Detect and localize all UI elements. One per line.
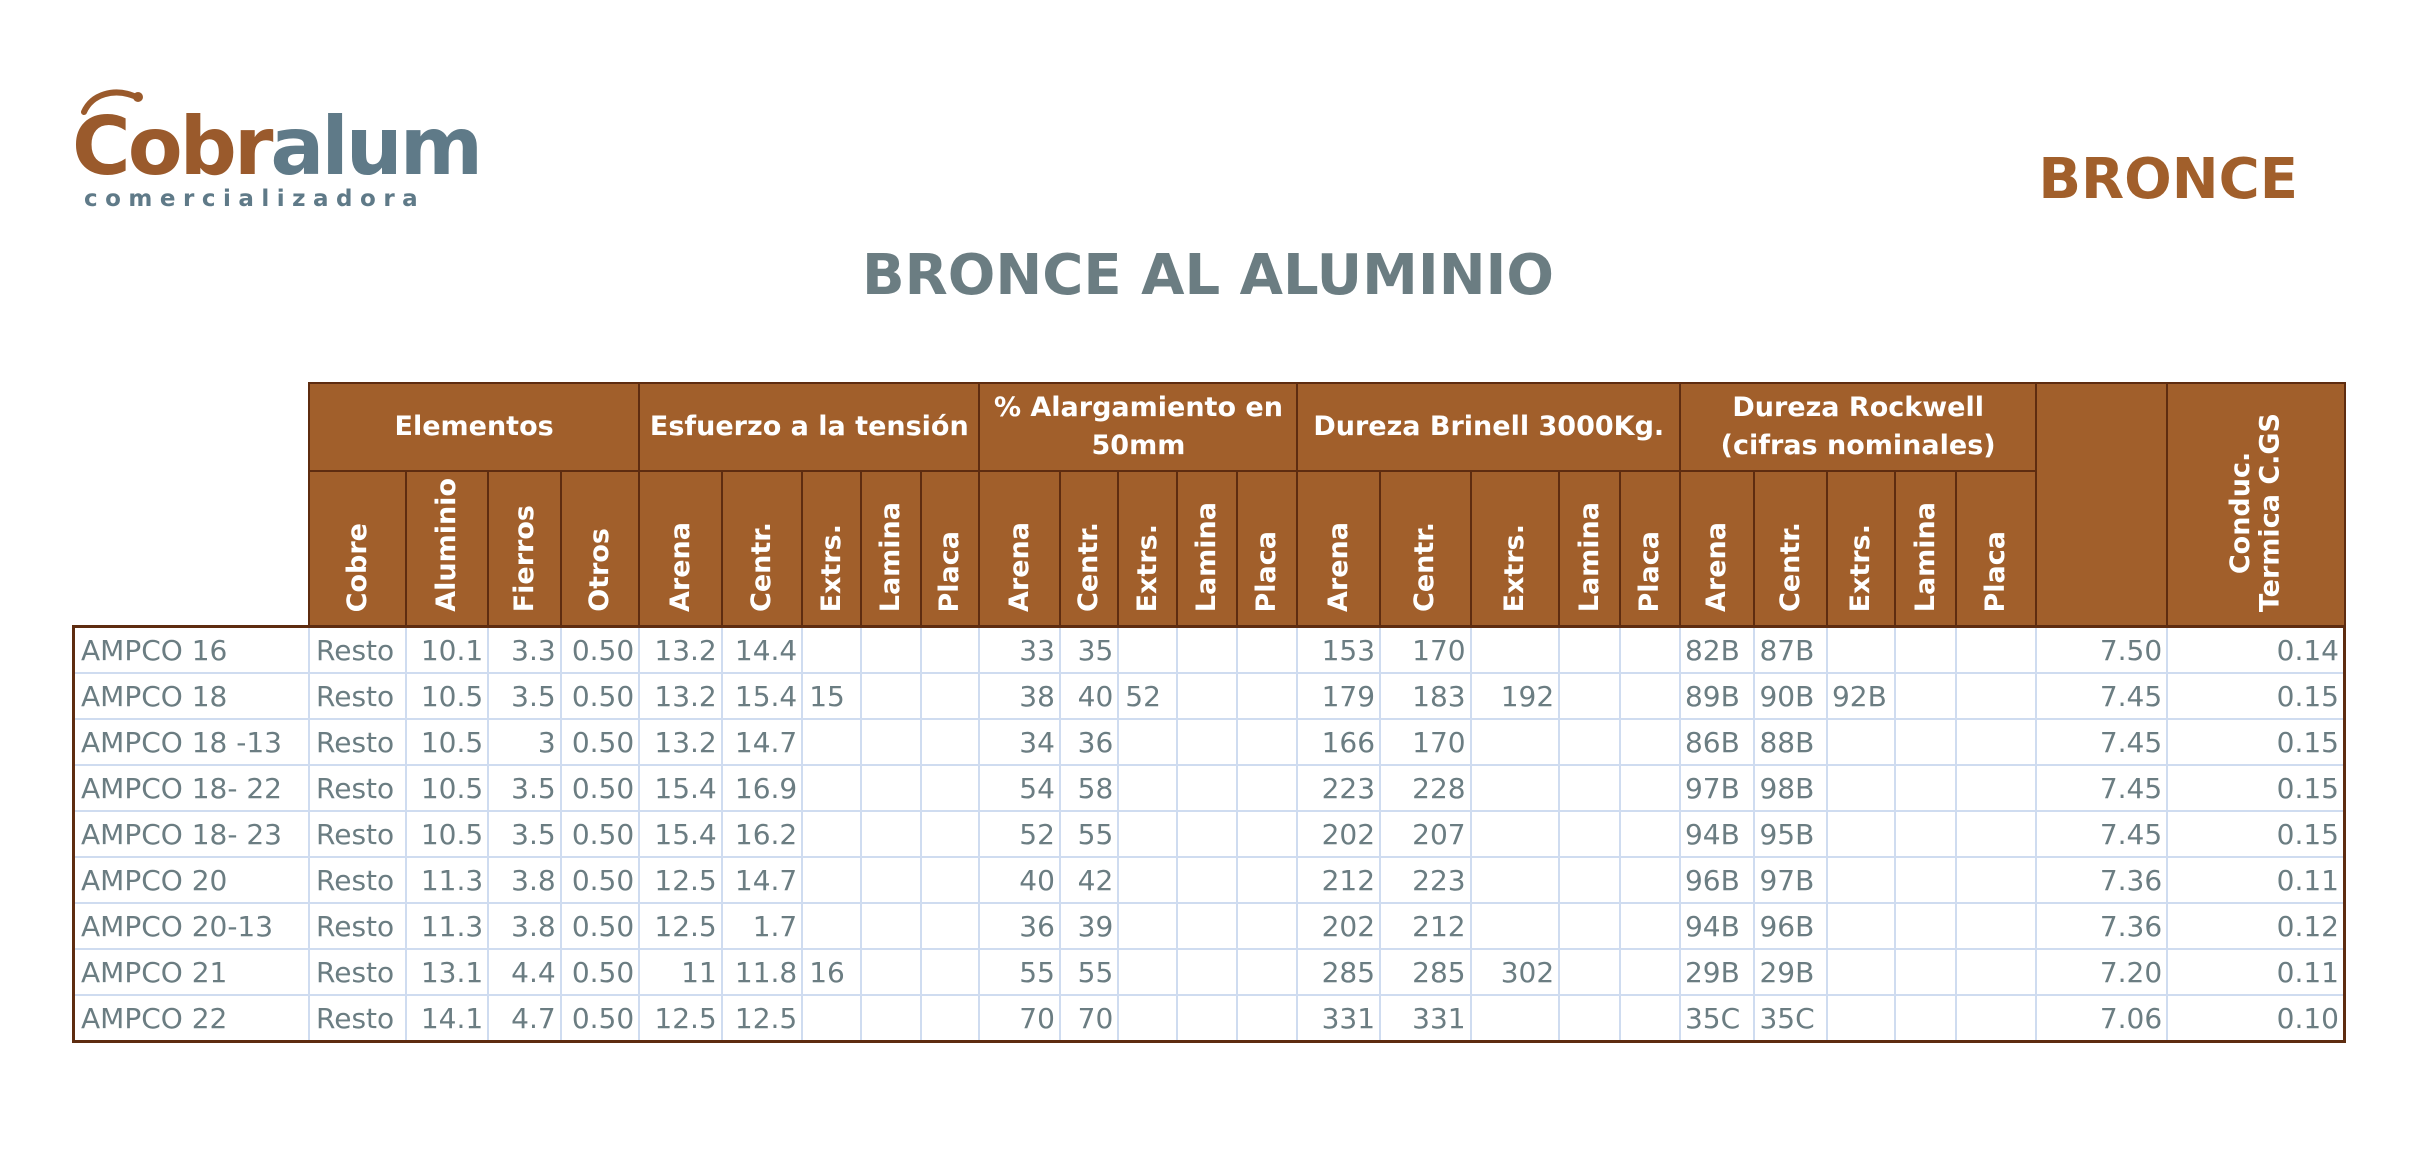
fierros-cell: 3.5: [488, 811, 560, 857]
brinell-centr-cell: 183: [1380, 673, 1471, 719]
table-body: [74, 627, 2345, 1042]
alloy-properties-table: [72, 382, 2346, 1043]
tension-centr-cell: 14.4: [722, 627, 803, 674]
rockwell-arena-cell: 29B: [1680, 949, 1754, 995]
tension-placa-cell: [921, 811, 979, 857]
rockwell-centr-cell: 98B: [1754, 765, 1826, 811]
alargamiento-centr-cell: 40: [1060, 673, 1118, 719]
alargamiento-extrs-cell: 52: [1118, 673, 1176, 719]
rockwell-arena-cell: 97B: [1680, 765, 1754, 811]
fierros-cell: 4.4: [488, 949, 560, 995]
brinell-lamina-cell: [1559, 719, 1619, 765]
brinell-lamina-cell: [1559, 995, 1619, 1042]
brinell-extrs-cell: [1471, 995, 1560, 1042]
alloy-name-cell: AMPCO 20-13: [74, 903, 310, 949]
alargamiento-arena-cell: 33: [979, 627, 1060, 674]
brinell-arena-cell: 179: [1297, 673, 1380, 719]
conduc-termica-cell: 0.15: [2167, 765, 2344, 811]
tension-centr-cell: 16.9: [722, 765, 803, 811]
alloy-name-cell: AMPCO 16: [74, 627, 310, 674]
densidad-cell: 7.06: [2036, 995, 2167, 1042]
tension-arena-cell: 13.2: [639, 627, 722, 674]
alargamiento-placa-cell: [1237, 765, 1297, 811]
brinell-centr-cell: 223: [1380, 857, 1471, 903]
header-group-row: [74, 383, 2345, 471]
tension-arena-cell: 15.4: [639, 811, 722, 857]
conduc-termica-cell: 0.11: [2167, 949, 2344, 995]
brinell-extrs-cell: 192: [1471, 673, 1560, 719]
rockwell-arena-cell: 89B: [1680, 673, 1754, 719]
rockwell-extrs-cell: [1827, 811, 1895, 857]
alloy-name-cell: AMPCO 18 -13: [74, 719, 310, 765]
alargamiento-centr-cell: 70: [1060, 995, 1118, 1042]
brinell-lamina-cell: [1559, 857, 1619, 903]
otros-cell: 0.50: [561, 765, 640, 811]
table-row: [74, 903, 2345, 949]
densidad-cell: 7.50: [2036, 627, 2167, 674]
brinell-placa-cell: [1620, 903, 1680, 949]
alargamiento-extrs-cell: [1118, 995, 1176, 1042]
rockwell-lamina-cell: [1895, 765, 1955, 811]
col-header-otros: Otros: [561, 471, 640, 627]
rockwell-centr-cell: 97B: [1754, 857, 1826, 903]
brinell-arena-cell: 153: [1297, 627, 1380, 674]
tension-extrs-cell: [802, 811, 860, 857]
col-header-tension-arena: Arena: [639, 471, 722, 627]
table-row: [74, 765, 2345, 811]
alargamiento-lamina-cell: [1177, 627, 1237, 674]
brinell-placa-cell: [1620, 857, 1680, 903]
col-header-brinell-placa: Placa: [1620, 471, 1680, 627]
table-row: [74, 995, 2345, 1042]
alargamiento-lamina-cell: [1177, 765, 1237, 811]
tension-arena-cell: 13.2: [639, 719, 722, 765]
col-header-rockwell-arena: Arena: [1680, 471, 1754, 627]
aluminio-cell: 10.5: [406, 765, 489, 811]
group-header-brinell: Dureza Brinell 3000Kg.: [1297, 383, 1680, 471]
otros-cell: 0.50: [561, 949, 640, 995]
alargamiento-centr-cell: 36: [1060, 719, 1118, 765]
category-label: BRONCE: [2038, 147, 2298, 212]
aluminio-cell: 10.5: [406, 811, 489, 857]
brinell-placa-cell: [1620, 995, 1680, 1042]
table-row: [74, 857, 2345, 903]
brinell-arena-cell: 285: [1297, 949, 1380, 995]
densidad-cell: 7.45: [2036, 811, 2167, 857]
fierros-cell: 3.8: [488, 903, 560, 949]
group-header-elementos: Elementos: [309, 383, 639, 471]
brinell-extrs-cell: [1471, 903, 1560, 949]
rockwell-extrs-cell: [1827, 995, 1895, 1042]
rockwell-centr-cell: 90B: [1754, 673, 1826, 719]
brinell-lamina-cell: [1559, 811, 1619, 857]
rockwell-extrs-cell: [1827, 857, 1895, 903]
rockwell-arena-cell: 86B: [1680, 719, 1754, 765]
tension-placa-cell: [921, 903, 979, 949]
cobre-cell: Resto: [309, 949, 406, 995]
brinell-arena-cell: 212: [1297, 857, 1380, 903]
tension-centr-cell: 14.7: [722, 857, 803, 903]
tension-placa-cell: [921, 995, 979, 1042]
brinell-lamina-cell: [1559, 949, 1619, 995]
rockwell-arena-cell: 35C: [1680, 995, 1754, 1042]
logo-word-part1: Cobr: [72, 100, 271, 193]
brinell-placa-cell: [1620, 627, 1680, 674]
tension-placa-cell: [921, 627, 979, 674]
col-header-tension-placa: Placa: [921, 471, 979, 627]
brinell-placa-cell: [1620, 949, 1680, 995]
alargamiento-extrs-cell: [1118, 857, 1176, 903]
rockwell-placa-cell: [1956, 811, 2037, 857]
rockwell-centr-cell: 96B: [1754, 903, 1826, 949]
brinell-placa-cell: [1620, 719, 1680, 765]
col-header-rockwell-extrs: Extrs.: [1827, 471, 1895, 627]
tension-extrs-cell: [802, 995, 860, 1042]
alargamiento-arena-cell: 70: [979, 995, 1060, 1042]
col-header-cobre: Cobre: [309, 471, 406, 627]
aluminio-cell: 11.3: [406, 903, 489, 949]
aluminio-cell: 13.1: [406, 949, 489, 995]
tension-lamina-cell: [861, 673, 921, 719]
col-header-alarg-placa: Placa: [1237, 471, 1297, 627]
aluminio-cell: 14.1: [406, 995, 489, 1042]
rockwell-arena-cell: 82B: [1680, 627, 1754, 674]
logo-word-part2: alum: [270, 100, 481, 193]
cobre-cell: Resto: [309, 627, 406, 674]
brinell-lamina-cell: [1559, 765, 1619, 811]
rockwell-placa-cell: [1956, 903, 2037, 949]
cobre-cell: Resto: [309, 857, 406, 903]
col-header-aluminio: Aluminio: [406, 471, 489, 627]
tension-arena-cell: 13.2: [639, 673, 722, 719]
brinell-extrs-cell: [1471, 765, 1560, 811]
brinell-lamina-cell: [1559, 627, 1619, 674]
alargamiento-placa-cell: [1237, 673, 1297, 719]
fierros-cell: 3.5: [488, 673, 560, 719]
alargamiento-extrs-cell: [1118, 949, 1176, 995]
aluminio-cell: 11.3: [406, 857, 489, 903]
tension-arena-cell: 15.4: [639, 765, 722, 811]
rockwell-centr-cell: 29B: [1754, 949, 1826, 995]
tension-lamina-cell: [861, 903, 921, 949]
header-sub-row: [74, 471, 2345, 627]
alargamiento-arena-cell: 55: [979, 949, 1060, 995]
densidad-cell: 7.20: [2036, 949, 2167, 995]
fierros-cell: 3.8: [488, 857, 560, 903]
group-header-rockwell: Dureza Rockwell (cifras nominales): [1680, 383, 2036, 471]
col-header-alarg-lamina: Lamina: [1177, 471, 1237, 627]
tension-extrs-cell: 16: [802, 949, 860, 995]
tension-arena-cell: 12.5: [639, 903, 722, 949]
brinell-centr-cell: 170: [1380, 627, 1471, 674]
header-conduc-label: Conduc. Termica C.GS: [2225, 412, 2286, 612]
alloy-name-cell: AMPCO 18- 22: [74, 765, 310, 811]
rockwell-extrs-cell: [1827, 903, 1895, 949]
tension-lamina-cell: [861, 719, 921, 765]
alargamiento-extrs-cell: [1118, 627, 1176, 674]
col-header-fierros: Fierros: [488, 471, 560, 627]
tension-placa-cell: [921, 949, 979, 995]
rockwell-placa-cell: [1956, 995, 2037, 1042]
tension-extrs-cell: [802, 627, 860, 674]
rockwell-lamina-cell: [1895, 857, 1955, 903]
alloy-name-cell: AMPCO 22: [74, 995, 310, 1042]
brinell-arena-cell: 223: [1297, 765, 1380, 811]
conduc-termica-cell: 0.15: [2167, 673, 2344, 719]
rockwell-extrs-cell: [1827, 765, 1895, 811]
alloy-name-cell: AMPCO 18- 23: [74, 811, 310, 857]
rockwell-arena-cell: 96B: [1680, 857, 1754, 903]
brinell-placa-cell: [1620, 765, 1680, 811]
otros-cell: 0.50: [561, 995, 640, 1042]
brinell-arena-cell: 202: [1297, 811, 1380, 857]
brinell-centr-cell: 228: [1380, 765, 1471, 811]
brinell-extrs-cell: [1471, 857, 1560, 903]
alargamiento-lamina-cell: [1177, 995, 1237, 1042]
rockwell-extrs-cell: [1827, 719, 1895, 765]
cobre-cell: Resto: [309, 719, 406, 765]
alargamiento-lamina-cell: [1177, 903, 1237, 949]
alargamiento-placa-cell: [1237, 811, 1297, 857]
tension-placa-cell: [921, 673, 979, 719]
tension-lamina-cell: [861, 995, 921, 1042]
fierros-cell: 3.5: [488, 765, 560, 811]
alargamiento-centr-cell: 55: [1060, 811, 1118, 857]
col-header-tension-centr: Centr.: [722, 471, 803, 627]
tension-centr-cell: 15.4: [722, 673, 803, 719]
densidad-cell: 7.45: [2036, 673, 2167, 719]
alargamiento-lamina-cell: [1177, 811, 1237, 857]
brinell-centr-cell: 331: [1380, 995, 1471, 1042]
group-header-tension: Esfuerzo a la tensión: [639, 383, 979, 471]
rockwell-lamina-cell: [1895, 949, 1955, 995]
alargamiento-arena-cell: 34: [979, 719, 1060, 765]
aluminio-cell: 10.1: [406, 627, 489, 674]
alargamiento-placa-cell: [1237, 949, 1297, 995]
densidad-cell: 7.36: [2036, 857, 2167, 903]
header-conduc-termica: [2167, 383, 2344, 627]
cobre-cell: Resto: [309, 765, 406, 811]
alargamiento-arena-cell: 40: [979, 857, 1060, 903]
brinell-placa-cell: [1620, 673, 1680, 719]
rockwell-centr-cell: 88B: [1754, 719, 1826, 765]
tension-extrs-cell: [802, 719, 860, 765]
alargamiento-extrs-cell: [1118, 811, 1176, 857]
tension-lamina-cell: [861, 857, 921, 903]
rockwell-extrs-cell: [1827, 627, 1895, 674]
cobre-cell: Resto: [309, 673, 406, 719]
brinell-centr-cell: 212: [1380, 903, 1471, 949]
tension-arena-cell: 12.5: [639, 995, 722, 1042]
col-header-brinell-lamina: Lamina: [1559, 471, 1619, 627]
rockwell-lamina-cell: [1895, 903, 1955, 949]
col-header-brinell-extrs: Extrs.: [1471, 471, 1560, 627]
densidad-cell: 7.45: [2036, 765, 2167, 811]
otros-cell: 0.50: [561, 903, 640, 949]
tension-centr-cell: 14.7: [722, 719, 803, 765]
table-row: [74, 673, 2345, 719]
alloy-name-cell: AMPCO 20: [74, 857, 310, 903]
tension-centr-cell: 11.8: [722, 949, 803, 995]
corner-cell: [74, 383, 310, 627]
tension-arena-cell: 11: [639, 949, 722, 995]
rockwell-lamina-cell: [1895, 811, 1955, 857]
fierros-cell: 3.3: [488, 627, 560, 674]
col-header-rockwell-centr: Centr.: [1754, 471, 1826, 627]
tension-lamina-cell: [861, 811, 921, 857]
densidad-cell: 7.36: [2036, 903, 2167, 949]
col-header-tension-lamina: Lamina: [861, 471, 921, 627]
tension-placa-cell: [921, 857, 979, 903]
page-title: BRONCE AL ALUMINIO: [861, 243, 1554, 308]
company-logo: [72, 92, 481, 222]
table-row: [74, 627, 2345, 674]
alargamiento-centr-cell: 55: [1060, 949, 1118, 995]
alargamiento-arena-cell: 38: [979, 673, 1060, 719]
col-header-brinell-arena: Arena: [1297, 471, 1380, 627]
tension-lamina-cell: [861, 765, 921, 811]
cobre-cell: Resto: [309, 995, 406, 1042]
otros-cell: 0.50: [561, 627, 640, 674]
tension-lamina-cell: [861, 949, 921, 995]
conduc-termica-cell: 0.15: [2167, 811, 2344, 857]
alargamiento-extrs-cell: [1118, 903, 1176, 949]
alargamiento-lamina-cell: [1177, 673, 1237, 719]
brinell-lamina-cell: [1559, 903, 1619, 949]
col-header-rockwell-placa: Placa: [1956, 471, 2037, 627]
brinell-lamina-cell: [1559, 673, 1619, 719]
col-header-alarg-centr: Centr.: [1060, 471, 1118, 627]
tension-centr-cell: 1.7: [722, 903, 803, 949]
rockwell-placa-cell: [1956, 673, 2037, 719]
otros-cell: 0.50: [561, 857, 640, 903]
otros-cell: 0.50: [561, 673, 640, 719]
alargamiento-placa-cell: [1237, 995, 1297, 1042]
otros-cell: 0.50: [561, 811, 640, 857]
alargamiento-centr-cell: 39: [1060, 903, 1118, 949]
brinell-placa-cell: [1620, 811, 1680, 857]
rockwell-placa-cell: [1956, 719, 2037, 765]
col-header-brinell-centr: Centr.: [1380, 471, 1471, 627]
otros-cell: 0.50: [561, 719, 640, 765]
tension-centr-cell: 16.2: [722, 811, 803, 857]
rockwell-arena-cell: 94B: [1680, 811, 1754, 857]
conduc-termica-cell: 0.14: [2167, 627, 2344, 674]
rockwell-lamina-cell: [1895, 719, 1955, 765]
alargamiento-arena-cell: 36: [979, 903, 1060, 949]
group-header-alargamiento: % Alargamiento en 50mm: [979, 383, 1297, 471]
alargamiento-placa-cell: [1237, 903, 1297, 949]
table-row: [74, 949, 2345, 995]
alargamiento-arena-cell: 52: [979, 811, 1060, 857]
tension-extrs-cell: 15: [802, 673, 860, 719]
fierros-cell: 4.7: [488, 995, 560, 1042]
col-header-alarg-extrs: Extrs.: [1118, 471, 1176, 627]
header-blank: [2036, 383, 2167, 627]
rockwell-lamina-cell: [1895, 627, 1955, 674]
brinell-extrs-cell: 302: [1471, 949, 1560, 995]
col-header-tension-extrs: Extrs.: [802, 471, 860, 627]
tension-arena-cell: 12.5: [639, 857, 722, 903]
alargamiento-lamina-cell: [1177, 949, 1237, 995]
aluminio-cell: 10.5: [406, 719, 489, 765]
cobre-cell: Resto: [309, 811, 406, 857]
alargamiento-lamina-cell: [1177, 857, 1237, 903]
alargamiento-centr-cell: 42: [1060, 857, 1118, 903]
rockwell-lamina-cell: [1895, 673, 1955, 719]
brinell-centr-cell: 170: [1380, 719, 1471, 765]
brinell-extrs-cell: [1471, 811, 1560, 857]
rockwell-centr-cell: 35C: [1754, 995, 1826, 1042]
brinell-extrs-cell: [1471, 719, 1560, 765]
col-header-rockwell-lamina: Lamina: [1895, 471, 1955, 627]
alargamiento-extrs-cell: [1118, 719, 1176, 765]
rockwell-placa-cell: [1956, 949, 2037, 995]
brinell-arena-cell: 202: [1297, 903, 1380, 949]
alargamiento-extrs-cell: [1118, 765, 1176, 811]
rockwell-placa-cell: [1956, 627, 2037, 674]
alargamiento-placa-cell: [1237, 719, 1297, 765]
rockwell-centr-cell: 87B: [1754, 627, 1826, 674]
logo-subtitle: comercializadora: [84, 186, 426, 212]
brinell-centr-cell: 207: [1380, 811, 1471, 857]
brinell-arena-cell: 166: [1297, 719, 1380, 765]
densidad-cell: 7.45: [2036, 719, 2167, 765]
col-header-alarg-arena: Arena: [979, 471, 1060, 627]
conduc-termica-cell: 0.10: [2167, 995, 2344, 1042]
tension-extrs-cell: [802, 765, 860, 811]
rockwell-placa-cell: [1956, 765, 2037, 811]
alargamiento-centr-cell: 58: [1060, 765, 1118, 811]
alargamiento-arena-cell: 54: [979, 765, 1060, 811]
rockwell-centr-cell: 95B: [1754, 811, 1826, 857]
brinell-arena-cell: 331: [1297, 995, 1380, 1042]
alargamiento-placa-cell: [1237, 627, 1297, 674]
alargamiento-placa-cell: [1237, 857, 1297, 903]
alloy-name-cell: AMPCO 18: [74, 673, 310, 719]
tension-lamina-cell: [861, 627, 921, 674]
conduc-termica-cell: 0.15: [2167, 719, 2344, 765]
rockwell-arena-cell: 94B: [1680, 903, 1754, 949]
rockwell-extrs-cell: [1827, 949, 1895, 995]
conduc-termica-cell: 0.12: [2167, 903, 2344, 949]
aluminio-cell: 10.5: [406, 673, 489, 719]
fierros-cell: 3: [488, 719, 560, 765]
cobre-cell: Resto: [309, 903, 406, 949]
brinell-extrs-cell: [1471, 627, 1560, 674]
table-row: [74, 719, 2345, 765]
tension-centr-cell: 12.5: [722, 995, 803, 1042]
rockwell-lamina-cell: [1895, 995, 1955, 1042]
alloy-name-cell: AMPCO 21: [74, 949, 310, 995]
rockwell-placa-cell: [1956, 857, 2037, 903]
conduc-termica-cell: 0.11: [2167, 857, 2344, 903]
table-row: [74, 811, 2345, 857]
tension-extrs-cell: [802, 857, 860, 903]
tension-placa-cell: [921, 765, 979, 811]
tension-placa-cell: [921, 719, 979, 765]
alargamiento-lamina-cell: [1177, 719, 1237, 765]
rockwell-extrs-cell: 92B: [1827, 673, 1895, 719]
tension-extrs-cell: [802, 903, 860, 949]
brinell-centr-cell: 285: [1380, 949, 1471, 995]
alargamiento-centr-cell: 35: [1060, 627, 1118, 674]
